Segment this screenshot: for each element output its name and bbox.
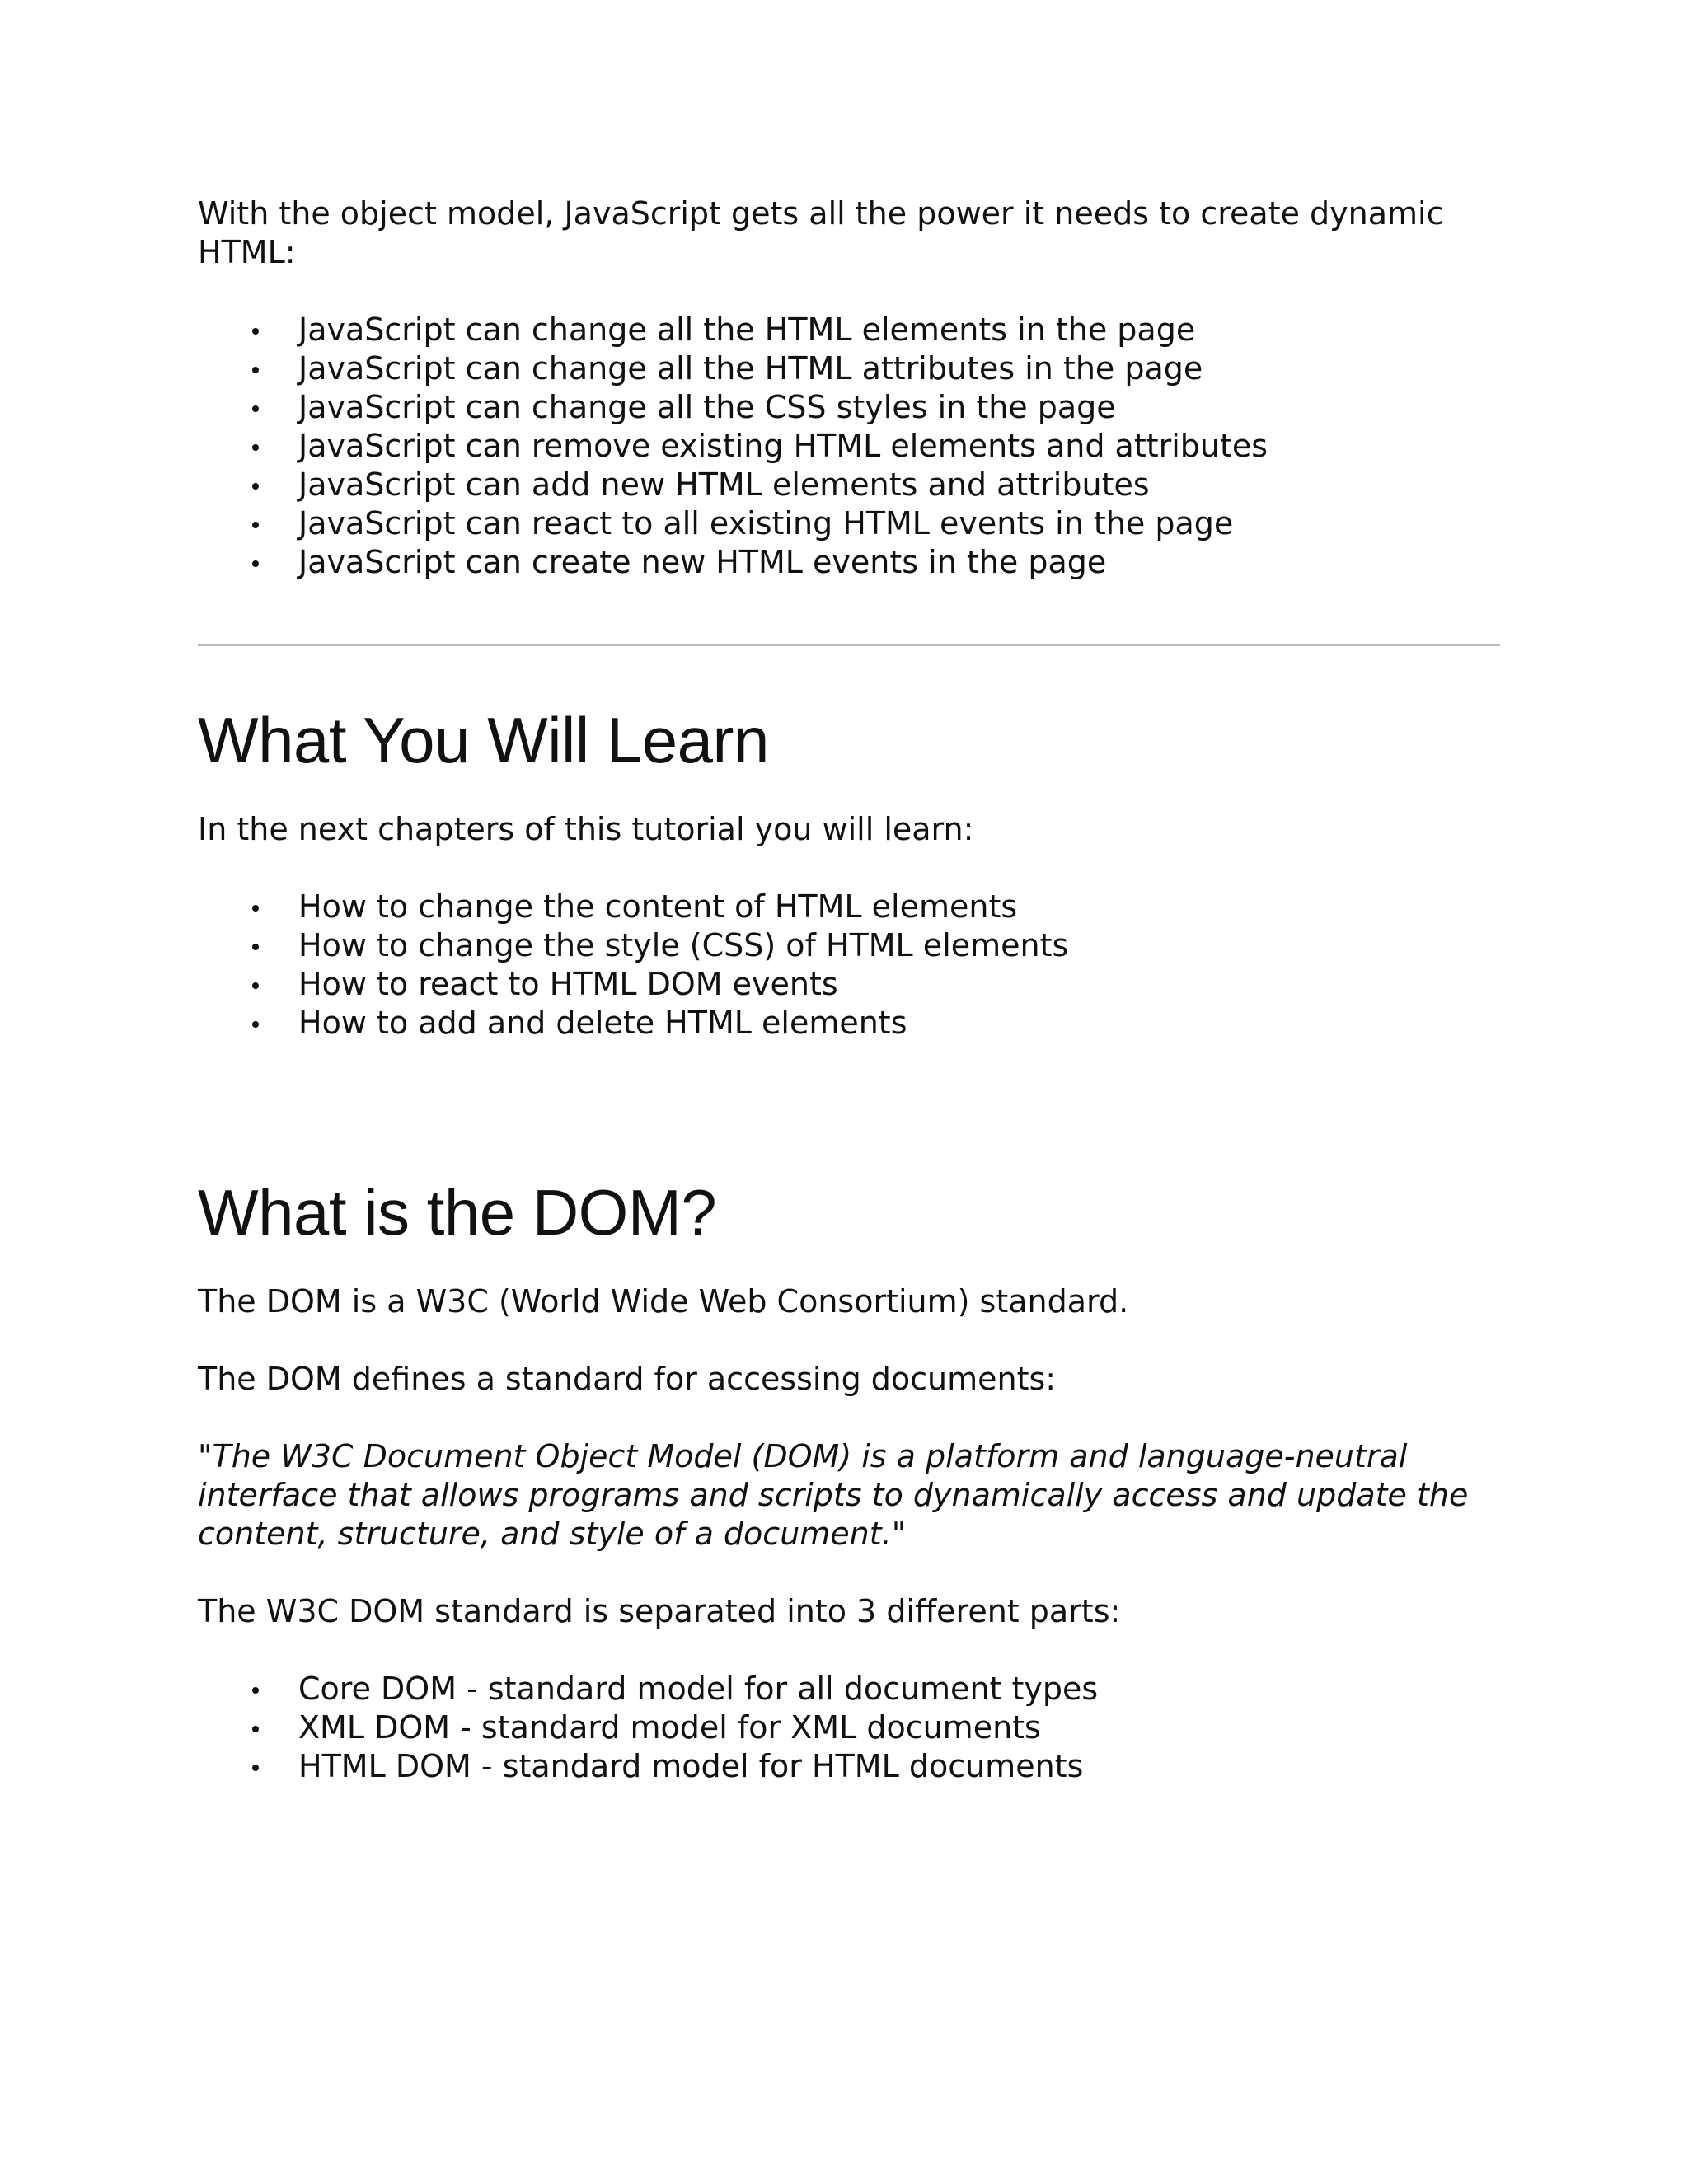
- list-item: How to change the style (CSS) of HTML elements: [198, 926, 1500, 965]
- bullet-icon: [252, 905, 259, 912]
- list-item: JavaScript can change all the CSS styles in the page: [198, 388, 1500, 427]
- list-item: How to react to HTML DOM events: [198, 965, 1500, 1004]
- bullet-icon: [252, 560, 259, 567]
- bullet-icon: [252, 367, 259, 373]
- bullet-icon: [252, 522, 259, 528]
- bullet-icon: [252, 1687, 259, 1694]
- bullet-icon: [252, 483, 259, 490]
- bullet-icon: [252, 982, 259, 989]
- bullet-icon: [252, 1021, 259, 1028]
- list-item: How to add and delete HTML elements: [198, 1004, 1500, 1043]
- intro-paragraph: With the object model, JavaScript gets all the power it needs to create dynamic HTML:: [198, 195, 1444, 270]
- dom-heading: What is the DOM?: [198, 1176, 717, 1249]
- document-page: [198, 194, 1500, 1786]
- list-item: HTML DOM - standard model for HTML documents: [198, 1747, 1500, 1786]
- list-item: How to change the content of HTML elements: [198, 888, 1500, 926]
- dom-parts-list: [198, 1670, 1500, 1786]
- list-item: JavaScript can create new HTML events in the page: [198, 543, 1500, 582]
- list-item: JavaScript can add new HTML elements and attributes: [198, 466, 1500, 504]
- learn-intro-paragraph: In the next chapters of this tutorial you will learn:: [198, 811, 974, 847]
- learn-topics-list: [198, 888, 1500, 1043]
- bullet-icon: [252, 1726, 259, 1732]
- dom-quote: "The W3C Document Object Model (DOM) is a platform and language-neutral interface that allows programs and scripts to dynamically access and update the content, structure, and style of a document.": [198, 1438, 1469, 1552]
- bullet-icon: [252, 328, 259, 335]
- bullet-icon: [252, 944, 259, 950]
- dom-paragraph-parts: The W3C DOM standard is separated into 3 different parts:: [198, 1593, 1121, 1629]
- list-item: XML DOM - standard model for XML documents: [198, 1708, 1500, 1747]
- intro-capabilities-list: [198, 311, 1500, 582]
- dom-paragraph-standard: The DOM is a W3C (World Wide Web Consortium) standard.: [198, 1283, 1129, 1319]
- bullet-icon: [252, 444, 259, 451]
- list-item: Core DOM - standard model for all document types: [198, 1670, 1500, 1708]
- list-item: JavaScript can change all the HTML elements in the page: [198, 311, 1500, 349]
- list-item: JavaScript can remove existing HTML elements and attributes: [198, 427, 1500, 466]
- list-item: JavaScript can change all the HTML attributes in the page: [198, 349, 1500, 388]
- list-item: JavaScript can react to all existing HTML events in the page: [198, 504, 1500, 543]
- dom-paragraph-defines: The DOM defines a standard for accessing documents:: [198, 1361, 1057, 1397]
- learn-heading: What You Will Learn: [198, 704, 769, 776]
- bullet-icon: [252, 405, 259, 412]
- bullet-icon: [252, 1765, 259, 1771]
